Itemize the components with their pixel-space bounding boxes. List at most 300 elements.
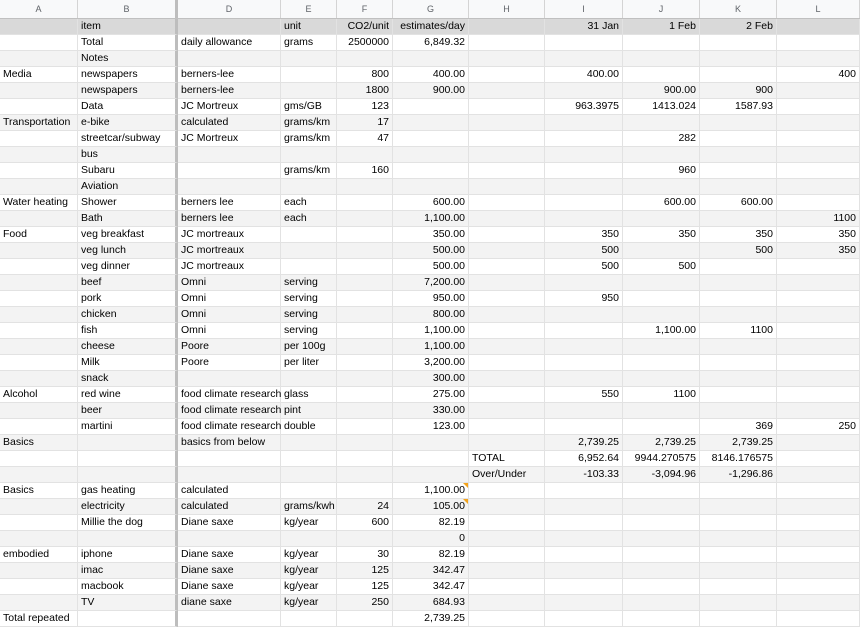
cell-j[interactable] xyxy=(623,259,700,275)
cell-j[interactable] xyxy=(623,163,700,179)
cell-i[interactable] xyxy=(545,467,623,483)
cell-j[interactable] xyxy=(623,291,700,307)
cell-f[interactable] xyxy=(337,387,393,403)
column-header-i[interactable]: I xyxy=(545,0,623,18)
cell-a[interactable] xyxy=(0,307,78,323)
cell-l[interactable] xyxy=(777,483,860,499)
cell-d[interactable] xyxy=(178,163,281,179)
cell-g[interactable] xyxy=(393,227,469,243)
cell-d[interactable] xyxy=(178,467,281,483)
cell-b[interactable] xyxy=(78,147,178,163)
cell-k[interactable] xyxy=(700,579,777,595)
cell-e[interactable] xyxy=(281,115,337,131)
cell-l[interactable] xyxy=(777,275,860,291)
cell-e[interactable] xyxy=(281,595,337,611)
cell-j[interactable] xyxy=(623,131,700,147)
cell-h[interactable] xyxy=(469,259,545,275)
cell-e[interactable] xyxy=(281,67,337,83)
cell-k[interactable] xyxy=(700,211,777,227)
cell-a[interactable] xyxy=(0,371,78,387)
cell-a[interactable] xyxy=(0,499,78,515)
cell-e[interactable] xyxy=(281,131,337,147)
cell-k[interactable] xyxy=(700,483,777,499)
cell-g[interactable] xyxy=(393,243,469,259)
cell-g[interactable] xyxy=(393,211,469,227)
cell-e[interactable] xyxy=(281,483,337,499)
cell-g[interactable] xyxy=(393,275,469,291)
cell-f[interactable] xyxy=(337,291,393,307)
cell-l[interactable] xyxy=(777,131,860,147)
comment-marker-icon[interactable] xyxy=(463,483,468,488)
cell-j[interactable] xyxy=(623,483,700,499)
cell-l[interactable] xyxy=(777,307,860,323)
cell-e[interactable] xyxy=(281,243,337,259)
cell-a[interactable] xyxy=(0,19,78,35)
cell-e[interactable] xyxy=(281,147,337,163)
cell-d[interactable] xyxy=(178,99,281,115)
cell-b[interactable] xyxy=(78,611,178,627)
cell-h[interactable] xyxy=(469,371,545,387)
cell-a[interactable] xyxy=(0,35,78,51)
cell-h[interactable] xyxy=(469,611,545,627)
cell-h[interactable] xyxy=(469,99,545,115)
cell-b[interactable] xyxy=(78,467,178,483)
cell-d[interactable] xyxy=(178,19,281,35)
cell-f[interactable] xyxy=(337,467,393,483)
cell-i[interactable] xyxy=(545,307,623,323)
cell-b[interactable] xyxy=(78,451,178,467)
cell-j[interactable] xyxy=(623,195,700,211)
cell-k[interactable] xyxy=(700,499,777,515)
cell-e[interactable] xyxy=(281,35,337,51)
cell-e[interactable] xyxy=(281,387,337,403)
cell-f[interactable] xyxy=(337,211,393,227)
cell-l[interactable] xyxy=(777,403,860,419)
cell-e[interactable] xyxy=(281,611,337,627)
cell-k[interactable] xyxy=(700,611,777,627)
cell-j[interactable] xyxy=(623,51,700,67)
cell-b[interactable] xyxy=(78,579,178,595)
cell-l[interactable] xyxy=(777,243,860,259)
cell-k[interactable] xyxy=(700,547,777,563)
cell-d[interactable] xyxy=(178,147,281,163)
cell-b[interactable] xyxy=(78,323,178,339)
cell-g[interactable] xyxy=(393,467,469,483)
cell-g[interactable] xyxy=(393,403,469,419)
cell-b[interactable] xyxy=(78,387,178,403)
cell-h[interactable] xyxy=(469,387,545,403)
cell-g[interactable] xyxy=(393,99,469,115)
cell-g[interactable] xyxy=(393,451,469,467)
cell-d[interactable] xyxy=(178,35,281,51)
cell-a[interactable] xyxy=(0,99,78,115)
cell-b[interactable] xyxy=(78,131,178,147)
cell-i[interactable] xyxy=(545,275,623,291)
cell-d[interactable] xyxy=(178,499,281,515)
cell-a[interactable] xyxy=(0,435,78,451)
column-header-l[interactable]: L xyxy=(777,0,860,18)
cell-k[interactable] xyxy=(700,35,777,51)
cell-f[interactable] xyxy=(337,563,393,579)
cell-b[interactable] xyxy=(78,99,178,115)
cell-d[interactable] xyxy=(178,547,281,563)
cell-b[interactable] xyxy=(78,483,178,499)
cell-e[interactable] xyxy=(281,467,337,483)
cell-f[interactable] xyxy=(337,419,393,435)
cell-l[interactable] xyxy=(777,467,860,483)
cell-a[interactable] xyxy=(0,51,78,67)
cell-d[interactable] xyxy=(178,579,281,595)
cell-h[interactable] xyxy=(469,275,545,291)
cell-l[interactable] xyxy=(777,611,860,627)
cell-g[interactable] xyxy=(393,179,469,195)
cell-j[interactable] xyxy=(623,67,700,83)
cell-h[interactable] xyxy=(469,355,545,371)
cell-a[interactable] xyxy=(0,611,78,627)
cell-d[interactable] xyxy=(178,195,281,211)
cell-k[interactable] xyxy=(700,195,777,211)
cell-d[interactable] xyxy=(178,51,281,67)
cell-h[interactable] xyxy=(469,467,545,483)
cell-f[interactable] xyxy=(337,51,393,67)
cell-j[interactable] xyxy=(623,563,700,579)
cell-a[interactable] xyxy=(0,131,78,147)
cell-g[interactable] xyxy=(393,19,469,35)
cell-h[interactable] xyxy=(469,211,545,227)
cell-f[interactable] xyxy=(337,195,393,211)
cell-e[interactable] xyxy=(281,563,337,579)
cell-g[interactable] xyxy=(393,579,469,595)
cell-b[interactable] xyxy=(78,227,178,243)
cell-j[interactable] xyxy=(623,147,700,163)
cell-f[interactable] xyxy=(337,355,393,371)
cell-b[interactable] xyxy=(78,563,178,579)
cell-a[interactable] xyxy=(0,211,78,227)
cell-d[interactable] xyxy=(178,115,281,131)
cell-f[interactable] xyxy=(337,499,393,515)
cell-k[interactable] xyxy=(700,83,777,99)
cell-h[interactable] xyxy=(469,227,545,243)
cell-g[interactable] xyxy=(393,323,469,339)
cell-j[interactable] xyxy=(623,339,700,355)
cell-b[interactable] xyxy=(78,419,178,435)
cell-h[interactable] xyxy=(469,547,545,563)
cell-g[interactable] xyxy=(393,611,469,627)
cell-i[interactable] xyxy=(545,403,623,419)
cell-e[interactable] xyxy=(281,403,337,419)
cell-h[interactable] xyxy=(469,563,545,579)
cell-d[interactable] xyxy=(178,211,281,227)
cell-k[interactable] xyxy=(700,227,777,243)
cell-l[interactable] xyxy=(777,211,860,227)
cell-f[interactable] xyxy=(337,547,393,563)
cell-e[interactable] xyxy=(281,275,337,291)
cell-i[interactable] xyxy=(545,243,623,259)
cell-l[interactable] xyxy=(777,339,860,355)
cell-b[interactable] xyxy=(78,259,178,275)
column-header-j[interactable]: J xyxy=(623,0,700,18)
cell-i[interactable] xyxy=(545,323,623,339)
cell-e[interactable] xyxy=(281,195,337,211)
cell-l[interactable] xyxy=(777,451,860,467)
cell-g[interactable] xyxy=(393,259,469,275)
cell-j[interactable] xyxy=(623,99,700,115)
cell-e[interactable] xyxy=(281,51,337,67)
cell-j[interactable] xyxy=(623,579,700,595)
cell-k[interactable] xyxy=(700,563,777,579)
cell-h[interactable] xyxy=(469,483,545,499)
cell-g[interactable] xyxy=(393,515,469,531)
cell-i[interactable] xyxy=(545,595,623,611)
cell-i[interactable] xyxy=(545,355,623,371)
cell-b[interactable] xyxy=(78,211,178,227)
cell-a[interactable] xyxy=(0,339,78,355)
cell-i[interactable] xyxy=(545,67,623,83)
cell-f[interactable] xyxy=(337,339,393,355)
cell-e[interactable] xyxy=(281,355,337,371)
cell-d[interactable] xyxy=(178,531,281,547)
cell-e[interactable] xyxy=(281,339,337,355)
cell-f[interactable] xyxy=(337,131,393,147)
cell-a[interactable] xyxy=(0,595,78,611)
cell-g[interactable] xyxy=(393,387,469,403)
cell-d[interactable] xyxy=(178,611,281,627)
cell-k[interactable] xyxy=(700,19,777,35)
cell-f[interactable] xyxy=(337,259,393,275)
cell-i[interactable] xyxy=(545,371,623,387)
cell-a[interactable] xyxy=(0,403,78,419)
cell-d[interactable] xyxy=(178,563,281,579)
cell-e[interactable] xyxy=(281,419,337,435)
cell-k[interactable] xyxy=(700,99,777,115)
cell-b[interactable] xyxy=(78,403,178,419)
cell-g[interactable] xyxy=(393,563,469,579)
cell-j[interactable] xyxy=(623,19,700,35)
cell-b[interactable] xyxy=(78,163,178,179)
cell-d[interactable] xyxy=(178,371,281,387)
cell-k[interactable] xyxy=(700,179,777,195)
cell-k[interactable] xyxy=(700,131,777,147)
cell-i[interactable] xyxy=(545,19,623,35)
cell-l[interactable] xyxy=(777,83,860,99)
column-header-f[interactable]: F xyxy=(337,0,393,18)
cell-k[interactable] xyxy=(700,115,777,131)
cell-a[interactable] xyxy=(0,275,78,291)
cell-f[interactable] xyxy=(337,19,393,35)
cell-e[interactable] xyxy=(281,19,337,35)
cell-d[interactable] xyxy=(178,419,281,435)
cell-g[interactable] xyxy=(393,291,469,307)
cell-a[interactable] xyxy=(0,419,78,435)
cell-j[interactable] xyxy=(623,547,700,563)
cell-a[interactable] xyxy=(0,483,78,499)
cell-k[interactable] xyxy=(700,323,777,339)
cell-a[interactable] xyxy=(0,179,78,195)
cell-i[interactable] xyxy=(545,435,623,451)
cell-g[interactable] xyxy=(393,547,469,563)
cell-k[interactable] xyxy=(700,435,777,451)
cell-e[interactable] xyxy=(281,163,337,179)
cell-g[interactable] xyxy=(393,595,469,611)
cell-b[interactable] xyxy=(78,499,178,515)
cell-j[interactable] xyxy=(623,275,700,291)
cell-l[interactable] xyxy=(777,595,860,611)
cell-g[interactable] xyxy=(393,115,469,131)
cell-h[interactable] xyxy=(469,147,545,163)
cell-g[interactable] xyxy=(393,131,469,147)
cell-a[interactable] xyxy=(0,115,78,131)
cell-d[interactable] xyxy=(178,515,281,531)
column-header-g[interactable]: G xyxy=(393,0,469,18)
cell-f[interactable] xyxy=(337,595,393,611)
comment-marker-icon[interactable] xyxy=(463,499,468,504)
cell-a[interactable] xyxy=(0,563,78,579)
cell-d[interactable] xyxy=(178,483,281,499)
cell-i[interactable] xyxy=(545,227,623,243)
cell-e[interactable] xyxy=(281,531,337,547)
cell-l[interactable] xyxy=(777,99,860,115)
cell-b[interactable] xyxy=(78,51,178,67)
cell-g[interactable] xyxy=(393,419,469,435)
cell-a[interactable] xyxy=(0,467,78,483)
cell-l[interactable] xyxy=(777,547,860,563)
column-header-d[interactable]: D xyxy=(178,0,281,18)
cell-b[interactable] xyxy=(78,595,178,611)
cell-h[interactable] xyxy=(469,595,545,611)
cell-f[interactable] xyxy=(337,307,393,323)
cell-l[interactable] xyxy=(777,163,860,179)
cell-l[interactable] xyxy=(777,387,860,403)
cell-e[interactable] xyxy=(281,211,337,227)
cell-i[interactable] xyxy=(545,179,623,195)
cell-b[interactable] xyxy=(78,115,178,131)
cell-k[interactable] xyxy=(700,467,777,483)
cell-d[interactable] xyxy=(178,339,281,355)
cell-l[interactable] xyxy=(777,435,860,451)
cell-f[interactable] xyxy=(337,163,393,179)
cell-i[interactable] xyxy=(545,115,623,131)
cell-l[interactable] xyxy=(777,515,860,531)
cell-i[interactable] xyxy=(545,163,623,179)
cell-k[interactable] xyxy=(700,515,777,531)
cell-a[interactable] xyxy=(0,83,78,99)
cell-e[interactable] xyxy=(281,179,337,195)
cell-a[interactable] xyxy=(0,227,78,243)
cell-j[interactable] xyxy=(623,243,700,259)
cell-k[interactable] xyxy=(700,147,777,163)
cell-f[interactable] xyxy=(337,275,393,291)
cell-a[interactable] xyxy=(0,387,78,403)
cell-h[interactable] xyxy=(469,243,545,259)
cell-l[interactable] xyxy=(777,355,860,371)
cell-l[interactable] xyxy=(777,35,860,51)
cell-d[interactable] xyxy=(178,307,281,323)
cell-d[interactable] xyxy=(178,275,281,291)
cell-g[interactable] xyxy=(393,83,469,99)
cell-h[interactable] xyxy=(469,515,545,531)
cell-l[interactable] xyxy=(777,19,860,35)
cell-b[interactable] xyxy=(78,291,178,307)
cell-l[interactable] xyxy=(777,67,860,83)
column-header-h[interactable]: H xyxy=(469,0,545,18)
cell-f[interactable] xyxy=(337,115,393,131)
cell-g[interactable] xyxy=(393,307,469,323)
cell-b[interactable] xyxy=(78,339,178,355)
cell-h[interactable] xyxy=(469,51,545,67)
cell-k[interactable] xyxy=(700,67,777,83)
cell-f[interactable] xyxy=(337,515,393,531)
cell-k[interactable] xyxy=(700,51,777,67)
cell-g[interactable] xyxy=(393,67,469,83)
cell-k[interactable] xyxy=(700,163,777,179)
cell-e[interactable] xyxy=(281,579,337,595)
cell-j[interactable] xyxy=(623,307,700,323)
column-header-a[interactable]: A xyxy=(0,0,78,18)
cell-e[interactable] xyxy=(281,323,337,339)
cell-e[interactable] xyxy=(281,515,337,531)
cell-j[interactable] xyxy=(623,227,700,243)
cell-f[interactable] xyxy=(337,371,393,387)
cell-g[interactable] xyxy=(393,163,469,179)
cell-i[interactable] xyxy=(545,211,623,227)
cell-e[interactable] xyxy=(281,259,337,275)
cell-d[interactable] xyxy=(178,451,281,467)
cell-l[interactable] xyxy=(777,291,860,307)
cell-f[interactable] xyxy=(337,451,393,467)
cell-h[interactable] xyxy=(469,499,545,515)
cell-f[interactable] xyxy=(337,83,393,99)
cell-g[interactable] xyxy=(393,35,469,51)
cell-d[interactable] xyxy=(178,387,281,403)
cell-h[interactable] xyxy=(469,403,545,419)
cell-i[interactable] xyxy=(545,563,623,579)
cell-k[interactable] xyxy=(700,595,777,611)
cell-f[interactable] xyxy=(337,243,393,259)
cell-d[interactable] xyxy=(178,259,281,275)
cell-b[interactable] xyxy=(78,83,178,99)
cell-l[interactable] xyxy=(777,499,860,515)
cell-l[interactable] xyxy=(777,179,860,195)
cell-e[interactable] xyxy=(281,451,337,467)
cell-j[interactable] xyxy=(623,323,700,339)
cell-i[interactable] xyxy=(545,515,623,531)
cell-b[interactable] xyxy=(78,435,178,451)
cell-k[interactable] xyxy=(700,419,777,435)
cell-j[interactable] xyxy=(623,611,700,627)
cell-l[interactable] xyxy=(777,531,860,547)
cell-k[interactable] xyxy=(700,451,777,467)
cell-d[interactable] xyxy=(178,179,281,195)
cell-e[interactable] xyxy=(281,307,337,323)
cell-b[interactable] xyxy=(78,67,178,83)
cell-e[interactable] xyxy=(281,547,337,563)
column-header-b[interactable]: B xyxy=(78,0,178,18)
column-header-k[interactable]: K xyxy=(700,0,777,18)
cell-g[interactable] xyxy=(393,371,469,387)
cell-h[interactable] xyxy=(469,115,545,131)
cell-l[interactable] xyxy=(777,147,860,163)
cell-j[interactable] xyxy=(623,419,700,435)
cell-b[interactable] xyxy=(78,515,178,531)
cell-i[interactable] xyxy=(545,547,623,563)
cell-a[interactable] xyxy=(0,163,78,179)
cell-b[interactable] xyxy=(78,195,178,211)
cell-h[interactable] xyxy=(469,195,545,211)
cell-l[interactable] xyxy=(777,579,860,595)
cell-g[interactable] xyxy=(393,531,469,547)
cell-i[interactable] xyxy=(545,83,623,99)
cell-h[interactable] xyxy=(469,163,545,179)
